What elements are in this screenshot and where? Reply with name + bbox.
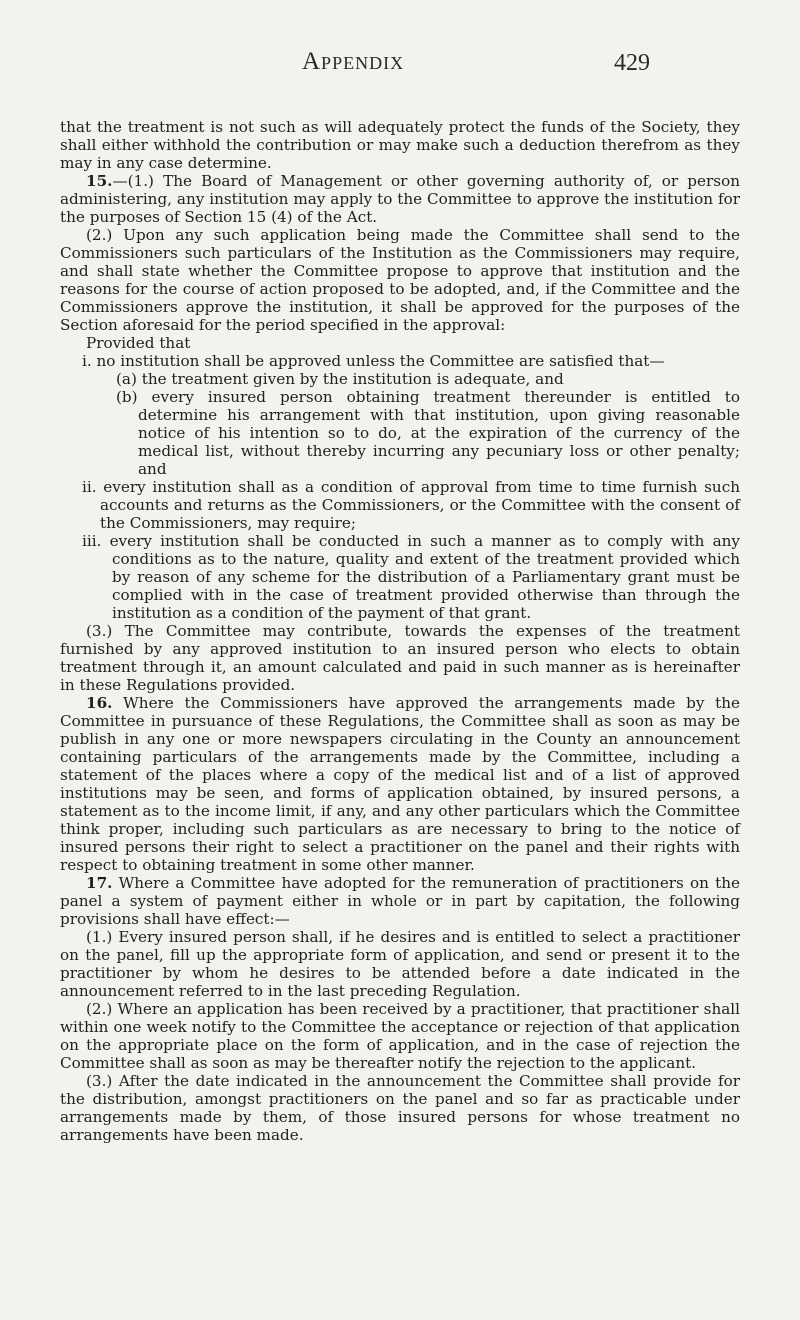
page-number: 429 [614,50,650,76]
proviso-item-ii: ii. every institution shall as a condition of approval from time to time furnish such accounts and returns as the Commissioners, or the Committee with the consent of the Commissioners, may require; [82,478,740,532]
paragraph: (3.) The Committee may contribute, towards the expenses of the treatment furnished by any approved institution to an insured person who elects to obtain treatment through it, an amount calculated and paid in such manner as is hereinafter in these Regulations provided. [60,622,740,694]
regulation-text: —(1.) The Board of Management or other governing authority of, or person administering, any institution may apply to the Committee to approve the institution for the purposes of Section 15 (4) of the Act. [60,172,740,226]
regulation-text: Where a Committee have adopted for the remuneration of practitioners on the panel a system of payment either in whole or in part by capitation, the following provisions shall have effect:— [60,874,741,928]
paragraph: (1.) Every insured person shall, if he desires and is entitled to select a practitioner on the panel, fill up the appropriate form of application, and send or present it to the practitioner by whom he desires to be attended before a date indicated in the announcement referred to in the last preceding Regulation. [60,928,740,1000]
regulation-number: 15. [86,172,113,190]
paragraph: (2.) Where an application has been received by a practitioner, that practitioner shall within one week notify to the Committee the acceptance or rejection of that application on the appropriate place on the form of application, and in the case of rejection the Committee shall as soon as may be thereafter notify the rejection to the applicant. [60,1000,740,1072]
regulation-text: Where the Commissioners have approved the arrangements made by the Committee in pursuance of these Regulations, the Committee shall as soon as may be publish in any one or more newspapers circulating in the County an announcement containing particulars of the arrangements made by the Committee, including a statement of the places where a copy of the medical list and of a list of approved institutions may be seen, and forms of application obtained, by insured persons, a statement as to the income limit, if any, and any other particulars which the Committee think proper, including such particulars as are necessary to bring to the notice of insured persons their right to select a practitioner on the panel and their rights with respect to obtaining treatment in some other manner. [60,694,740,874]
proviso-item-i: i. no institution shall be approved unless the Committee are satisfied that— [82,352,665,370]
proviso-intro: Provided that [86,334,191,352]
regulation-17 [60,874,740,928]
paragraph: (2.) Upon any such application being made the Committee shall send to the Commissioners such particulars of the Institution as the Commissioners may require, and shall state whether the Committee propose to approve that institution and the reasons for the course of action proposed to be adopted, and, if the Committee and the Commissioners approve the institution, it shall be approved for the purposes of the Section aforesaid for the period specified in the approval: [60,226,740,334]
proviso-item-a: (a) the treatment given by the institution is adequate, and [116,370,564,388]
proviso-item-iii: iii. every institution shall be conducted in such a manner as to comply with any conditions as to the nature, quality and extent of the treatment provided which by reason of any scheme for the distribution of a Parliamentary grant must be complied with in the case of treatment provided otherwise than through the institution as a condition of the payment of that grant. [82,532,740,622]
body-text [60,118,740,1144]
proviso-item-b: (b) every insured person obtaining treatment thereunder is entitled to determine his arrangement with that institution, upon giving reasonable notice of his intention so to do, at the expiration of the currency of the medical list, without thereby incurring any pecuniary loss or other penalty; and [116,388,740,478]
page-header [0,48,800,84]
running-head: Appendix [302,48,405,75]
paragraph: that the treatment is not such as will adequately protect the funds of the Society, they shall either withhold the contribution or may make such a deduction therefrom as they may in any case determine. [60,118,740,172]
paragraph: (3.) After the date indicated in the announcement the Committee shall provide for the distribution, amongst practitioners on the panel and so far as practicable under arrangements made by them, of those insured persons for whose treatment no arrangements have been made. [60,1072,740,1144]
regulation-15 [60,172,740,226]
regulation-number: 17. [86,874,113,892]
regulation-number: 16. [86,694,113,712]
regulation-16 [60,694,740,874]
